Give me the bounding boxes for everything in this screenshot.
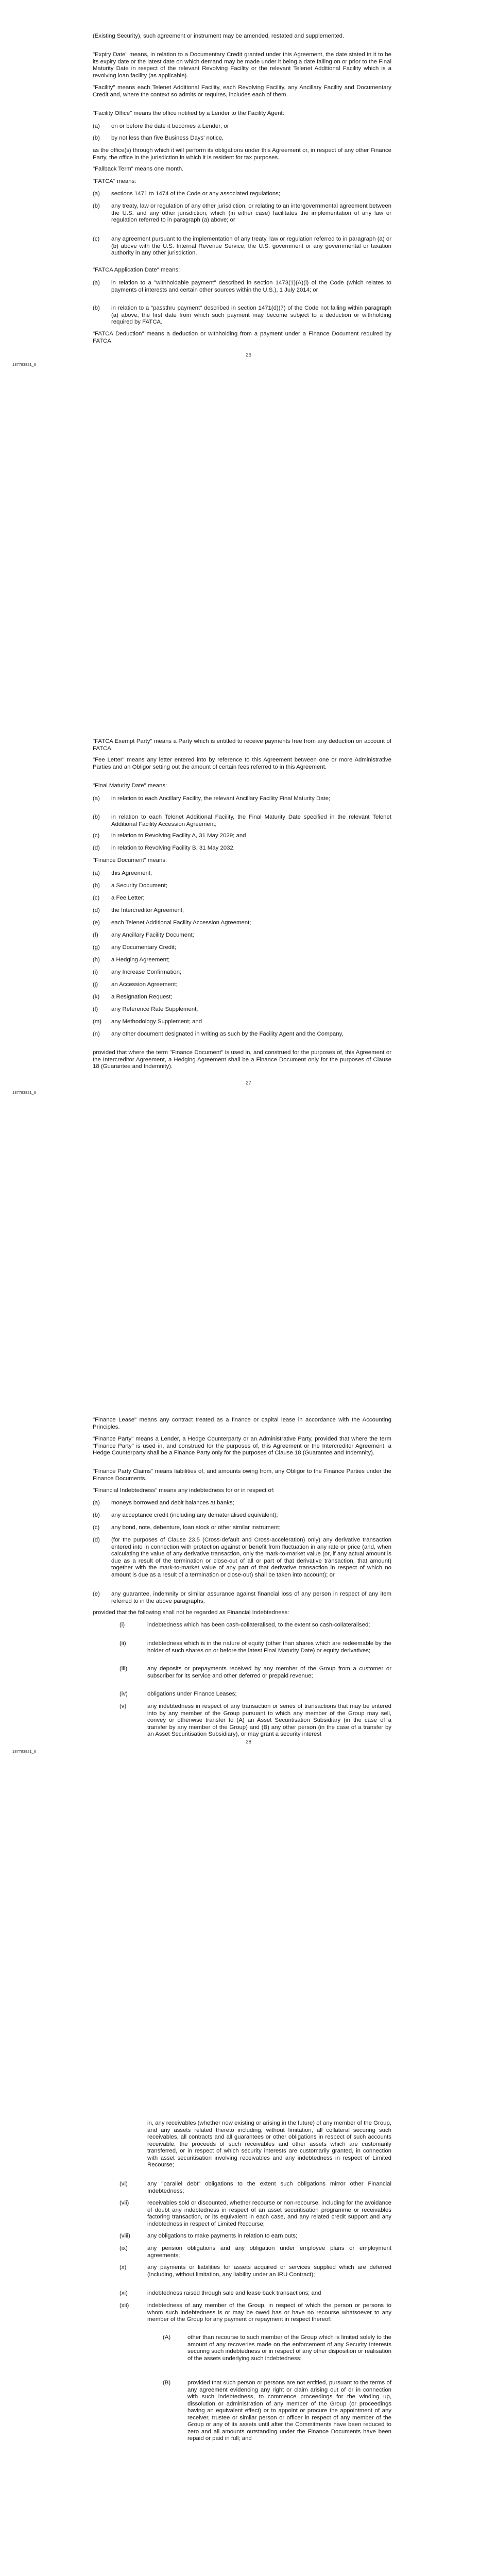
item-label: (vi) [119, 2181, 128, 2187]
definition-fatca-deduction: "FATCA Deduction" means a deduction or withholding from a payment under a Finance Document required by FATCA. [93, 331, 391, 344]
item-label: (viii) [119, 2233, 130, 2239]
item-label: (e) [93, 920, 100, 926]
item-text: in relation to each Telenet Additional Facility, the Final Maturity Date specified in the relevant Telenet Additional Facility Accession Agreement; [111, 814, 391, 827]
page-26 [0, 0, 497, 703]
item-label: (a) [93, 280, 100, 286]
page-number: 28 [245, 1739, 252, 1745]
item-text: any indebtedness in respect of any transaction or series of transactions that may be entered into by any member of the Group pursuant to which any member of the Group may sell, convey or otherwise transfer to (A) an Asset Securitisation Subsidiary (in the case of a transfer by any member of the Group) and (B) any other person (in the case of a transfer by an Asset Securitisation Subsidiary), or may grant a security interest [147, 1703, 391, 1737]
item-label: (xi) [119, 2290, 128, 2296]
item-label: (d) [93, 845, 100, 851]
item-label: (b) [93, 135, 100, 141]
item-label: (c) [93, 236, 100, 242]
item-text: receivables sold or discounted, whether recourse or non-recourse, including for the avoidance of doubt any indebtedness in respect of an asset securitisation programme or receivables factoring transaction, or its equivalent in each case, and any related credit support and any indebtedness in respect of Limited Recourse; [147, 2200, 391, 2227]
item-text: sections 1471 to 1474 of the Code or any associated regulations; [111, 191, 281, 197]
item-label: (n) [93, 1031, 100, 1037]
definition-fee-letter: "Fee Letter" means any letter entered into by reference to this Agreement between one or more Administrative Parties and an Obligor setting out the amount of certain fees referred to in this Agreement. [93, 757, 391, 770]
definition-expiry-date: "Expiry Date" means, in relation to a Documentary Credit granted under this Agreement, the date stated in it to be its expiry date or the latest date on which demand may be made under it being a date falling on or prior to the Final Maturity Date in respect of the relevant Revolving Facility or the relevant Telenet Additional Facility which is a revolving loan facility (as applicable). [93, 52, 391, 79]
item-label: (c) [93, 833, 100, 839]
item-text: any pension obligations and any obligation under employee plans or employment agreements; [147, 2245, 391, 2259]
item-label: (h) [93, 957, 100, 963]
item-text: any "parallel debt" obligations to the extent such obligations mirror other Financial Indebtedness; [147, 2181, 391, 2194]
item-label: (a) [93, 191, 100, 197]
definition-finance-document: "Finance Document" means: [93, 857, 167, 863]
definition-final-maturity-date: "Final Maturity Date" means: [93, 783, 167, 789]
item-text: an Accession Agreement; [111, 981, 178, 988]
definition-fatca-exempt-party: "FATCA Exempt Party" means a Party which is entitled to receive payments free from any deduction on account of FATCA. [93, 738, 391, 752]
item-text: any treaty, law or regulation of any other jurisdiction, or relating to an intergovernmental agreement between the U.S. and any other jurisdiction, which (in either case) facilitates the implementation of any law or regulation referred to in paragraph (a) above; or [111, 203, 391, 223]
item-label: (f) [93, 932, 98, 938]
item-text: any obligations to make payments in relation to earn outs; [147, 2233, 298, 2239]
item-text: on or before the date it becomes a Lender; or [111, 123, 229, 129]
page-29 [0, 2110, 497, 2576]
definition-facility: "Facility" means each Telenet Additional Facility, each Revolving Facility, any Ancillary Facility and Documentary Credit and, where the context so admits or requires, includes each of them. [93, 84, 391, 98]
item-text: a Fee Letter; [111, 895, 145, 901]
item-text: indebtedness of any member of the Group, in respect of which the person or persons to whom such indebtedness is or may be owed has or have no recourse whatsoever to any member of the Group for any payment or repayment in respect thereof: [147, 2302, 391, 2323]
item-text: a Resignation Request; [111, 994, 173, 1000]
item-label: (a) [93, 795, 100, 802]
definition-fatca-application-date: "FATCA Application Date" means: [93, 267, 180, 273]
item-text: any Ancillary Facility Document; [111, 932, 194, 938]
item-text: any other document designated in writing as such by the Facility Agent and the Company, [111, 1031, 344, 1037]
item-label: (d) [93, 1537, 100, 1543]
paragraph: provided that where the term "Finance Document" is used in, and construed for the purposes of, this Agreement or the Intercreditor Agreement, a Hedging Agreement shall be a Finance Document only for the purposes of Clause 18 (Guarantee and Indemnity). [93, 1049, 391, 1070]
item-label: (l) [93, 1006, 98, 1012]
item-text: any payments or liabilities for assets acquired or services supplied which are deferred (including, without limitation, any liability under an IRU Contract); [147, 2264, 391, 2278]
item-text: any Documentary Credit; [111, 944, 176, 951]
definition-finance-party-claims: "Finance Party Claims" means liabilities of, and amounts owing from, any Obligor to the Finance Parties under the Finance Documents. [93, 1468, 391, 1482]
item-text: in relation to each Ancillary Facility, the relevant Ancillary Facility Final Maturity Date; [111, 795, 331, 802]
item-text: in relation to a "passthru payment" described in section 1471(d)(7) of the Code not falling within paragraph (a) above, the first date from which such payment may become subject to a deduction or withholding required by FATCA. [111, 305, 391, 325]
page-number: 26 [245, 352, 252, 358]
item-text: moneys borrowed and debit balances at banks; [111, 1500, 234, 1506]
item-text: any bond, note, debenture, loan stock or other similar instrument; [111, 1524, 281, 1531]
item-label: (ii) [119, 1640, 126, 1647]
item-text: in relation to Revolving Facility A, 31 May 2029; and [111, 833, 246, 839]
item-label: (vii) [119, 2200, 129, 2206]
item-label: (g) [93, 944, 100, 951]
item-text: a Security Document; [111, 883, 167, 889]
definition-fatca: "FATCA" means: [93, 178, 136, 184]
item-label: (e) [93, 1591, 100, 1597]
item-text: indebtedness which has been cash-collateralised, to the extent so cash-collateralised; [147, 1622, 370, 1628]
item-text: other than recourse to such member of the Group which is limited solely to the amount of any recoveries made on the enforcement of any Security Interests securing such indebtedness or in respect of any other disposition or realisation of the assets underlying such indebtedness; [187, 2334, 391, 2362]
item-text: in relation to Revolving Facility B, 31 May 2032. [111, 845, 235, 851]
paragraph: as the office(s) through which it will perform its obligations under this Agreement or, in respect of any other Finance Party, the office in the jurisdiction in which it is resident for tax purposes. [93, 147, 391, 161]
item-text: by not less than five Business Days' notice, [111, 135, 224, 141]
item-label: (B) [163, 2380, 171, 2386]
item-text: any Reference Rate Supplement; [111, 1006, 198, 1012]
item-label: (b) [93, 305, 100, 311]
item-label: (i) [93, 969, 98, 975]
paragraph: (Existing Security), such agreement or instrument may be amended, restated and supplemented. [93, 33, 345, 39]
item-text: any acceptance credit (including any dematerialised equivalent); [111, 1512, 278, 1518]
page-28 [0, 1406, 497, 2110]
item-label: (ix) [119, 2245, 128, 2251]
item-label: (v) [119, 1703, 127, 1709]
item-label: (b) [93, 203, 100, 209]
item-label: (j) [93, 981, 98, 988]
item-text: each Telenet Additional Facility Accession Agreement; [111, 920, 251, 926]
item-label: (i) [119, 1622, 125, 1628]
item-text: any Increase Confirmation; [111, 969, 182, 975]
item-label: (b) [93, 883, 100, 889]
document-reference: 187783821_6 [12, 362, 36, 367]
item-text: (for the purposes of Clause 23.5 (Cross-default and Cross-acceleration) only) any derivative transaction entered into in connection with protection against or benefit from fluctuation in any rate or price (and, when calculating the value of any derivative transaction, only the mark-to-market value (or, if any actual amount is due as a result of the termination or close-out of all or part of that derivative transaction, that amount) together with the mark-to-market value of any part of that derivative transaction in respect of which no amount is due as a result of a termination or close-out) shall be taken into account); or [111, 1537, 391, 1578]
item-text: a Hedging Agreement; [111, 957, 170, 963]
item-label: (b) [93, 814, 100, 820]
item-text: provided that such person or persons are not entitled, pursuant to the terms of any agreement evidencing any right or claim arising out of or in connection with such indebtedness, to commence proceedings for the winding up, dissolution or administration of any member of the Group (or proceedings having an equivalent effect) or to appoint or procure the appointment of any receiver, trustee or similar person or officer in respect of any member of the Group or any of its assets until after the Commitments have been reduced to zero and all amounts outstanding under the Finance Documents have been repaid or paid in full; and [187, 2380, 391, 2442]
item-label: (iv) [119, 1691, 128, 1697]
document-reference: 187783821_6 [12, 1090, 36, 1095]
item-text: any guarantee, indemnity or similar assurance against financial loss of any person in respect of any item referred to in the above paragraphs, [111, 1591, 391, 1604]
definition-finance-party: "Finance Party" means a Lender, a Hedge Counterparty or an Administrative Party, provided that where the term "Finance Party" is used in, and construed for the purposes of, this Agreement or the Intercreditor Agreement, a Hedge Counterparty shall be a Finance Party only for the purposes of Clause 18 (Guarantee and Indemnity). [93, 1436, 391, 1456]
page-number: 27 [245, 1080, 252, 1086]
item-label: (A) [163, 2334, 171, 2341]
item-label: (xii) [119, 2302, 129, 2309]
document-reference: 187783821_6 [12, 1749, 36, 1754]
item-label: (a) [93, 1500, 100, 1506]
item-text: this Agreement; [111, 870, 152, 876]
paragraph: provided that the following shall not be regarded as Financial Indebtedness: [93, 1609, 289, 1616]
item-label: (a) [93, 123, 100, 129]
definition-facility-office: "Facility Office" means the office notified by a Lender to the Facility Agent: [93, 110, 284, 116]
definition-fallback-term: "Fallback Term" means one month. [93, 166, 184, 172]
item-label: (a) [93, 870, 100, 876]
item-label: (m) [93, 1019, 102, 1025]
item-text: indebtedness raised through sale and lease back transactions; and [147, 2290, 321, 2296]
page-27 [0, 703, 497, 1406]
item-label: (iii) [119, 1666, 128, 1672]
definition-financial-indebtedness: "Financial Indebtedness" means any indebtedness for or in respect of: [93, 1487, 275, 1494]
item-text: indebtedness which is in the nature of equity (other than shares which are redeemable by the holder of such shares on or before the latest Final Maturity Date) or equity derivatives; [147, 1640, 391, 1654]
continued-text: in, any receivables (whether now existing or arising in the future) of any member of the Group, and any assets related thereto including, without limitation, all collateral securing such receivables, all contracts and all guarantees or other obligations in respect of such accounts receivable, the proceeds of such receivables and other assets which are customarily transferred, or in respect of which security interests are customarily granted, in connection with asset securitisation involving receivables and any indebtedness in respect of Limited Recourse; [147, 2120, 391, 2168]
item-text: any Methodology Supplement; and [111, 1019, 202, 1025]
item-text: in relation to a "withholdable payment" described in section 1473(1)(A)(i) of the Code (which relates to payments of interests and certain other sources within the U.S.), 1 July 2014; or [111, 280, 391, 293]
item-text: any agreement pursuant to the implementation of any treaty, law or regulation referred to in paragraph (a) or (b) above with the U.S. Internal Revenue Service, the U.S. government or any governmental or taxation authority in any other jurisdiction. [111, 236, 391, 256]
item-label: (b) [93, 1512, 100, 1518]
item-text: obligations under Finance Leases; [147, 1691, 237, 1697]
definition-finance-lease: "Finance Lease" means any contract treated as a finance or capital lease in accordance with the Accounting Principles. [93, 1417, 391, 1430]
item-text: the Intercreditor Agreement; [111, 907, 184, 913]
item-text: any deposits or prepayments received by any member of the Group from a customer or subscriber for its service and other deferred or prepaid revenue; [147, 1666, 391, 1679]
item-label: (d) [93, 907, 100, 913]
item-label: (c) [93, 1524, 100, 1531]
item-label: (x) [119, 2264, 127, 2270]
item-label: (k) [93, 994, 100, 1000]
item-label: (c) [93, 895, 100, 901]
